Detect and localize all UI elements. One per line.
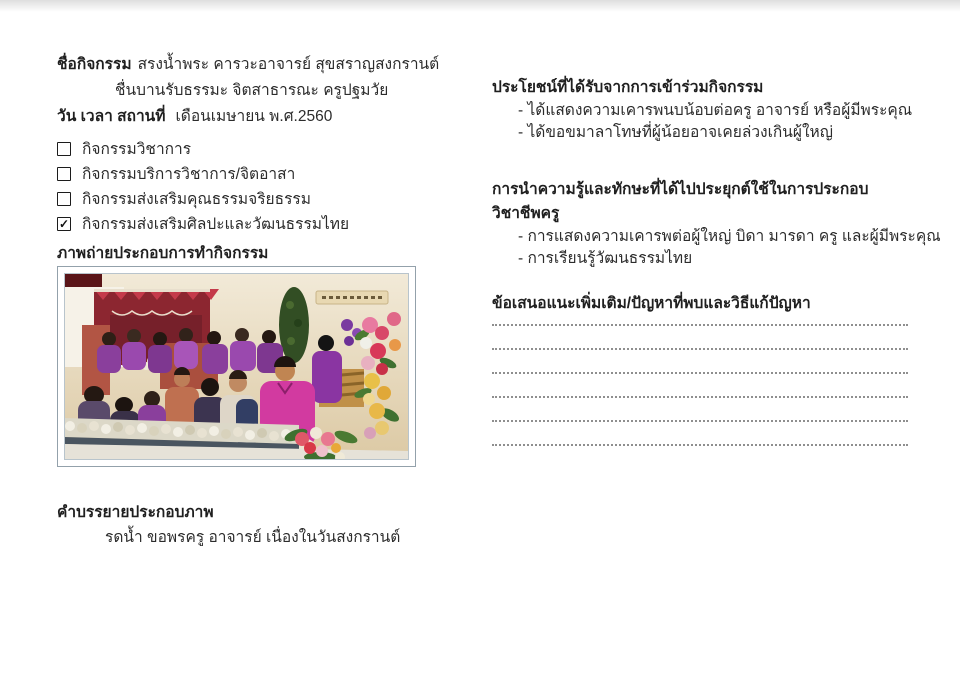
datetime-label: วัน เวลา สถานที่ [57,108,166,125]
datetime-value: เดือนเมษายน พ.ศ.2560 [175,108,333,125]
checkbox[interactable] [57,142,71,156]
checkbox-row-culture[interactable] [57,211,469,236]
page-top-shadow [0,0,960,12]
activity-name-value-2: ชื่นบานรับธรรมะ จิตสาธารณะ ครูปฐมวัย [115,82,389,99]
benefits-heading: ประโยชน์ที่ได้รับจากการเข้าร่วมกิจกรรม [492,79,764,96]
activity-name-label: ชื่อกิจกรรม [57,56,132,73]
suggestions-writing-area [492,316,908,446]
right-column [492,76,941,446]
activity-name-line [57,52,469,78]
datetime-line [57,104,469,130]
blank-writing-line[interactable] [492,422,908,446]
activity-type-checklist [57,136,469,236]
application-item: - การเรียนรู้วัฒนธรรมไทย [518,250,693,267]
blank-writing-line[interactable] [492,374,908,398]
benefit-item: - ได้ขอขมาลาโทษที่ผู้น้อยอาจเคยล่วงเกินผู้ใหญ่ [518,124,833,141]
checkbox-checked[interactable] [57,217,71,231]
blank-writing-line[interactable] [492,316,908,326]
checkbox-label: กิจกรรมวิชาการ [82,141,192,158]
application-heading: การนำความรู้และทักษะที่ได้ไปประยุกต์ใช้ในการประกอบวิชาชีพครู [492,181,869,222]
photo-section-heading: ภาพถ่ายประกอบการทำกิจกรรม [57,245,269,262]
application-item: - การแสดงความเคารพต่อผู้ใหญ่ บิดา มารดา ครู และผู้มีพระคุณ [518,228,941,245]
activity-photo [64,273,409,460]
checkbox-row-service[interactable] [57,161,469,186]
caption-text: รดน้ำ ขอพรครู อาจารย์ เนื่องในวันสงกรานต์ [105,529,401,546]
checkbox-label: กิจกรรมบริการวิชาการ/จิตอาสา [82,166,296,183]
checkbox-row-ethics[interactable] [57,186,469,211]
checkbox-row-academic[interactable] [57,136,469,161]
blank-writing-line[interactable] [492,398,908,422]
left-column [57,52,469,551]
caption-heading: คำบรรยายประกอบภาพ [57,504,214,521]
checkbox[interactable] [57,192,71,206]
checkbox[interactable] [57,167,71,181]
checkmark-icon: ✓ [58,216,70,231]
checkbox-label: กิจกรรมส่งเสริมคุณธรรมจริยธรรม [82,191,311,208]
blank-writing-line[interactable] [492,350,908,374]
activity-photo-frame [57,266,416,467]
blank-writing-line[interactable] [492,326,908,350]
benefit-item: - ได้แสดงความเคารพนบน้อบต่อครู อาจารย์ หรือผู้มีพระคุณ [518,102,913,119]
checkbox-label: กิจกรรมส่งเสริมศิลปะและวัฒนธรรมไทย [82,216,350,233]
suggestions-heading: ข้อเสนอแนะเพิ่มเติม/ปัญหาที่พบและวิธีแก้ปัญหา [492,295,811,312]
activity-name-value-1: สรงน้ำพระ คารวะอาจารย์ สุขสราญสงกรานต์ [137,56,440,73]
